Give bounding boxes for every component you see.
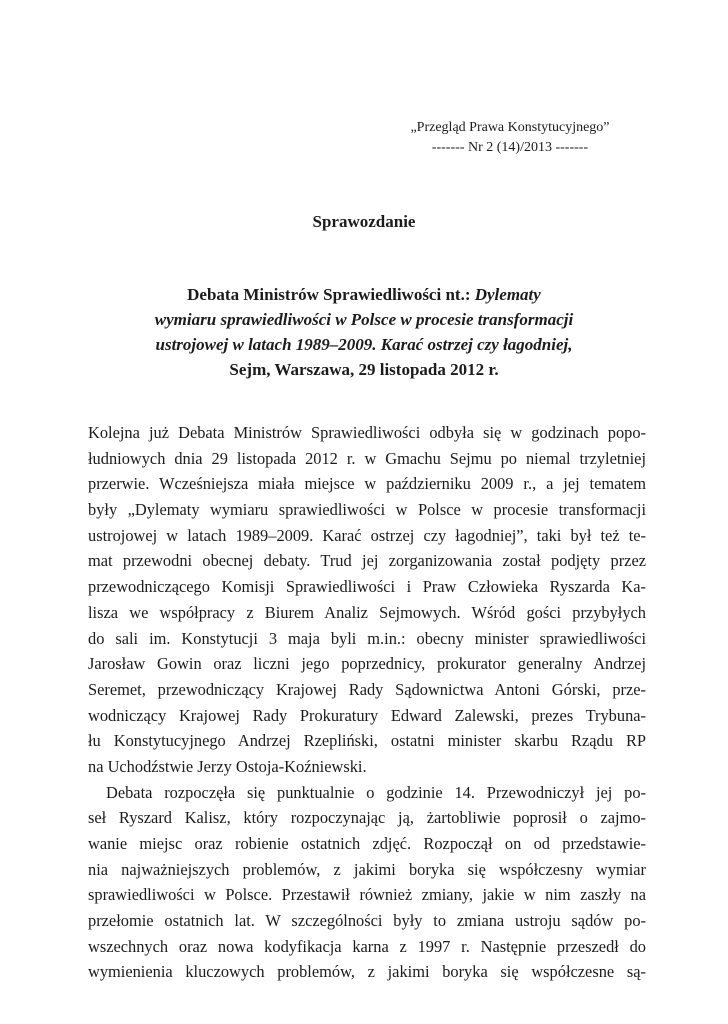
journal-issue: ------- Nr 2 (14)/2013 ------- [431, 140, 589, 155]
text-line: łudniowych dnia 29 listopada 2012 r. w Gmachu Sejmu po niemal trzyletniej [88, 448, 646, 468]
text-line: Jarosław Gowin oraz liczni jego poprzednicy, prokurator generalny Andrzej [88, 654, 646, 674]
text-line: sprawiedliwości w Polsce. Przestawił również zmiany, jakie w nim zaszły na [88, 885, 646, 905]
text-line: nia najważniejszych problemów, z jakimi boryka się współczesny wymiar [88, 859, 646, 879]
text-line: ustrojowej w latach 1989–2009. Karać ostrzej czy łagodniej”, taki był też te- [88, 525, 646, 545]
text-line: na Uchodźstwie Jerzy Ostoja-Koźniewski. [88, 756, 367, 776]
document-subtitle [90, 282, 638, 382]
text-line: przerwie. Wcześniejsza miała miejsce w październiku 2009 r., a jej tematem [88, 474, 646, 494]
journal-header [380, 118, 640, 158]
text-line: Seremet, przewodniczący Krajowej Rady Sądownictwa Antoni Górski, prze- [88, 679, 646, 699]
subtitle-italic-1: Dylematy [474, 285, 541, 304]
text-line: wymienienia kluczowych problemów, z jakimi boryka się współczesne są- [88, 962, 646, 982]
text-line: lisza we współpracy z Biurem Analiz Sejmowych. Wśród gości przybyłych [88, 602, 646, 622]
text-line: łu Konstytucyjnego Andrzej Rzepliński, ostatni minister skarbu Rządu RP [88, 731, 646, 751]
text-line: Debata rozpoczęła się punktualnie o godzinie 14. Przewodniczył jej po- [106, 782, 646, 802]
subtitle-line-2 [90, 307, 638, 332]
subtitle-line-3 [90, 332, 638, 357]
paragraph-2 [88, 780, 646, 986]
subtitle-italic-3: ustrojowej w latach 1989–2009. Karać ostrzej czy łagodniej, [155, 335, 573, 354]
text-line: przełomie ostatnich lat. W szczególności były to zmiana ustroju sądów po- [88, 911, 646, 931]
subtitle-prefix: Debata Ministrów Sprawiedliwości nt.: [187, 285, 475, 304]
text-line: Kolejna już Debata Ministrów Sprawiedliwości odbyła się w godzinach popo- [88, 423, 646, 442]
text-line: wanie miejsc oraz robienie ostatnich zdjęć. Rozpoczął on od przedstawie- [88, 834, 646, 853]
subtitle-line-4: Sejm, Warszawa, 29 listopada 2012 r. [229, 360, 499, 379]
text-line: do sali im. Konstytucji 3 maja byli m.in.: obecny minister sprawiedliwości [88, 628, 646, 648]
document-title: Sprawozdanie [312, 212, 416, 231]
subtitle-italic-2: wymiaru sprawiedliwości w Polsce w procesie transformacji [154, 310, 574, 329]
paragraph-1 [88, 420, 646, 780]
text-line: mat przewodni obecnej debaty. Trud jej zorganizowania został podjęty przez [88, 551, 646, 571]
text-line: wodniczący Krajowej Rady Prokuratury Edward Zalewski, prezes Trybuna- [88, 705, 646, 725]
text-line: seł Ryszard Kalisz, który rozpoczynając ją, żartobliwie poprosił o zajmo- [88, 808, 646, 828]
subtitle-line-1 [90, 282, 638, 307]
journal-name: „Przegląd Prawa Konstytucyjnego” [410, 120, 610, 135]
text-line: były „Dylematy wymiaru sprawiedliwości w Polsce w procesie transformacji [88, 500, 646, 520]
body-text [88, 420, 646, 985]
text-line: przewodniczącego Komisji Sprawiedliwości i Praw Człowieka Ryszarda Ka- [88, 577, 646, 597]
text-line: wszechnych oraz nowa kodyfikacja karna z 1997 r. Następnie przeszedł do [88, 936, 646, 956]
